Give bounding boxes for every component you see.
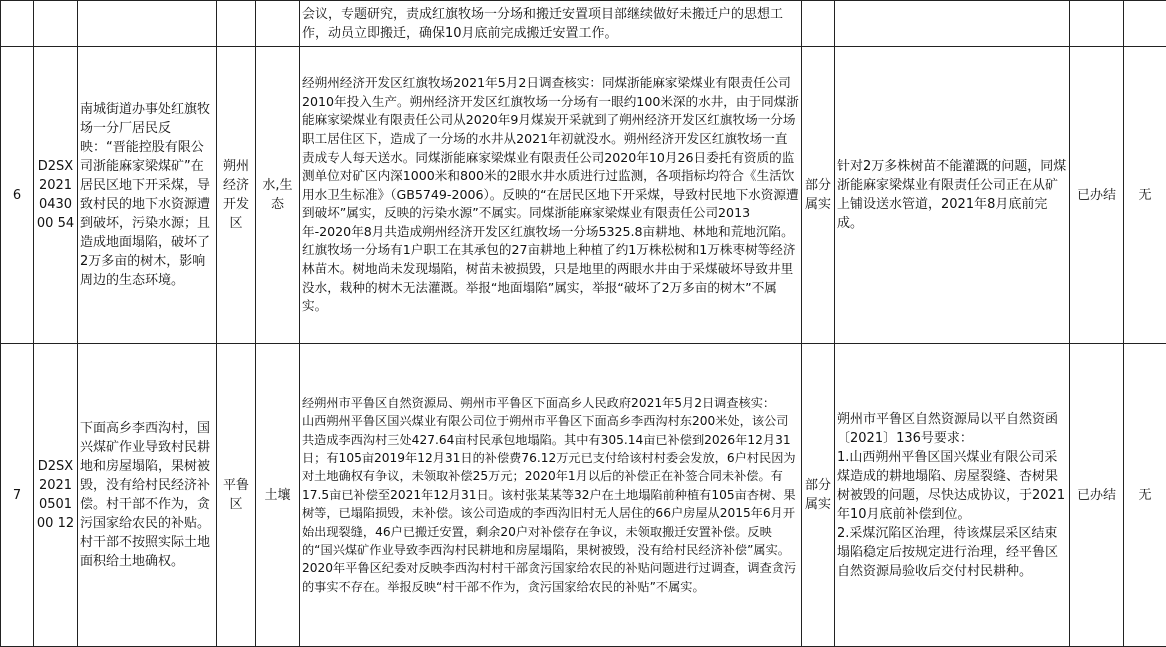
- complaint-text: 下面高乡李西沟村，国兴煤矿作业导致村民耕地和房屋塌陷，果树被毁，没有给村民经济补偿。村干部不作为，贪污国家给农民的补贴。村干部不按照实际土地面积给土地确权。: [78, 344, 217, 647]
- cell-district: [217, 1, 256, 47]
- handling-measures: 朔州市平鲁区自然资源局以平自然资函〔2021〕136号要求： 1.山西朔州平鲁区国兴煤业有限公司采煤造成的耕地塌陷、房屋裂缝、杏树果树被毁的问题，尽快达成协议，于2021年10月底前补偿到位。 2.采煤沉陷区治理，待该煤层采区结束塌陷稳定后按规定进行治理，经平鲁区自然资源局验收后交付村民耕种。: [835, 344, 1070, 647]
- cell-no: [1, 1, 34, 47]
- cell-handling: [835, 1, 1070, 47]
- investigation-findings: 经朔州市平鲁区自然资源局、朔州市平鲁区下面高乡人民政府2021年5月2日调查核实： 山西朔州平鲁区国兴煤业有限公司位于朔州市平鲁区下面高乡李西沟村东200米处，该公司共造成李西沟村三处427.64亩村民承包地塌陷。其中有305.14亩已补偿到2026年12月31日；有105亩2019年12月31日的补偿费76.12万元已支付给该村村委会发放，6户村民因为对土地确权有争议，未领取补偿25万元；2020年1月以后的补偿正在补签合同未补偿。有17.5亩已补偿至2021年12月31日。该村张某某等32户在土地塌陷前种植有105亩杏树、果树等，已塌陷损毁，未补偿。该公司造成的李西沟旧村无人居住的66户房屋从2015年6月开始出现裂缝，46户已搬迁安置，剩余20户对补偿存在争议，未领取搬迁安置补偿。反映的“国兴煤矿作业导致李西沟村民耕地和房屋塌陷，果树被毁，没有给村民经济补偿”属实。 2020年平鲁区纪委对反映李西沟村村干部贪污国家给农民的补贴问题进行过调查，调查贪污的事实不存在。举报反映“村干部不作为，贪污国家给农民的补贴”不属实。: [300, 344, 802, 647]
- complaint-code: D2SX2021050100 12: [34, 344, 78, 647]
- pollution-type: 土壤: [256, 344, 300, 647]
- administrative-area: 平鲁区: [217, 344, 256, 647]
- cell-type: [256, 1, 300, 47]
- investigation-findings: 经朔州经济开发区红旗牧场2021年5月2日调查核实：同煤浙能麻家梁煤业有限责任公司2010年投入生产。朔州经济开发区红旗牧场一分场有一眼约100米深的水井，由于同煤浙能麻家梁煤业有限责任公司从2020年9月煤炭开采就到了朔州经济开发区红旗牧场一分场职工居住区下，造成了一分场的水井从2021年初就没水。朔州经济开发区红旗牧场一直责成专人每天送水。同煤浙能麻家梁煤业有限责任公司2020年10月26日委托有资质的监测单位对矿区内深1000米和800米的2眼水井水质进行过监测，各项指标均符合《生活饮用水卫生标准》（GB5749-2006）。反映的“在居民区地下开采煤，导致村民地下水资源遭到破坏”属实，反映的污染水源”不属实。同煤浙能麻家梁煤业有限责任公司2013年-2020年8月共造成朔州经济开发区红旗牧场一分场5325.8亩耕地、林地和荒地沉陷。红旗牧场一分场有1户职工在其承包的27亩耕地上种植了约1万株松树和1万株枣树等经济林苗木。树地尚未发现塌陷，树苗未被损毁，只是地里的两眼水井由于采煤破坏导致井里没水，栽种的树木无法灌溉。举报“地面塌陷”属实，举报“破坏了2万多亩的树木”不属实。: [300, 47, 802, 344]
- table-row-continued: [1, 1, 1166, 47]
- row-number: 6: [1, 47, 34, 344]
- completion-status: 已办结: [1070, 47, 1124, 344]
- handling-measures: 针对2万多株树苗不能灌溉的问题，同煤浙能麻家梁煤业有限责任公司正在从矿上铺设送水管道，2021年8月底前完成。: [835, 47, 1070, 344]
- cell-complaint: [78, 1, 217, 47]
- accountability-status: 无: [1124, 344, 1166, 647]
- verification-result: 部分属实: [802, 344, 835, 647]
- cell-verdict: [802, 1, 835, 47]
- administrative-area: 朔州经济开发区: [217, 47, 256, 344]
- completion-status: 已办结: [1070, 344, 1124, 647]
- table-row: [1, 344, 1166, 647]
- cell-accountability: [1124, 1, 1166, 47]
- table-row: [1, 47, 1166, 344]
- cell-status: [1070, 1, 1124, 47]
- pollution-type: 水,生态: [256, 47, 300, 344]
- cell-code: [34, 1, 78, 47]
- cell-findings: 会议，专题研究，责成红旗牧场一分场和搬迁安置项目部继续做好未搬迁户的思想工作，动员立即搬迁，确保10月底前完成搬迁安置工作。: [300, 1, 802, 47]
- complaint-text: 南城街道办事处红旗牧场一分厂居民反映：“晋能控股有限公司浙能麻家梁煤矿”在居民区地下开采煤，导致村民的地下水资源遭到破坏，污染水源；且造成地面塌陷，破坏了2万多亩的树木，影响周边的生态环境。: [78, 47, 217, 344]
- verification-result: 部分属实: [802, 47, 835, 344]
- row-number: 7: [1, 344, 34, 647]
- accountability-status: 无: [1124, 47, 1166, 344]
- complaint-code: D2SX2021043000 54: [34, 47, 78, 344]
